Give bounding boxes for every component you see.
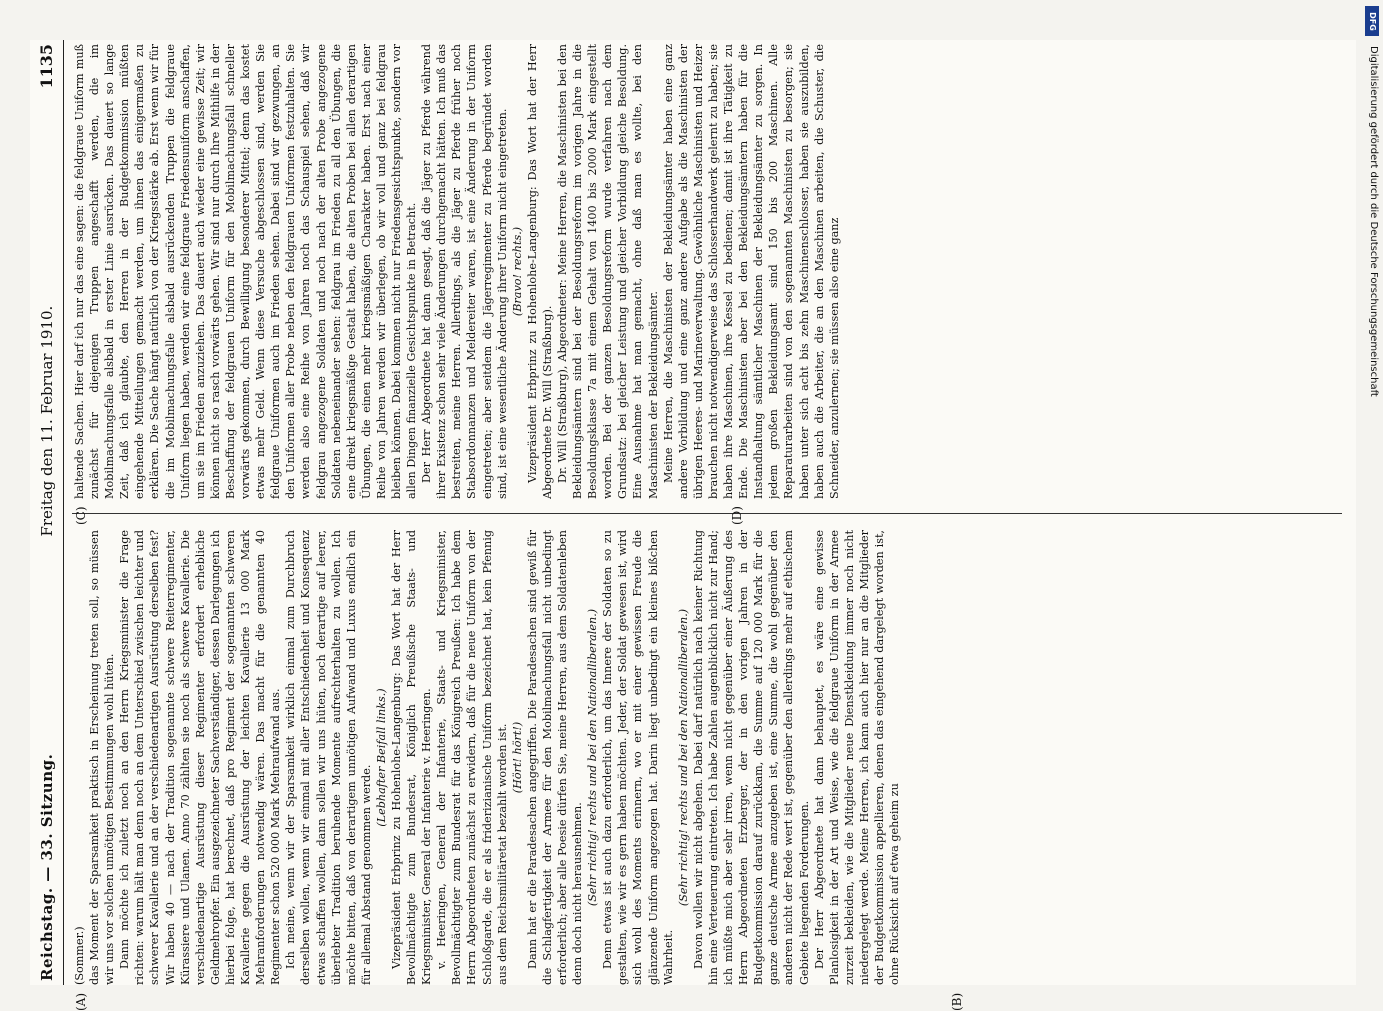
- paragraph: Meine Herren, die Maschinisten der Bekleidungsämter haben eine ganz andere Vorbildung und eine ganz andere Aufgabe als die Maschinisten der übrigen Heeres- und Marineverwaltung. Gewöhnliche Maschinisten und Heizer brauchen nicht notwendigerweise das Schlosserhandwerk gelernt zu haben; sie haben ihre Maschinen, ihre Kessel zu bedienen; damit ist ihre Tätigkeit zu Ende. Die Maschinisten aber bei den Bekleidungsämtern haben für die Instandhaltung sämtlicher Maschinen der Bekleidungsämter zu sorgen. In jedem großen Bekleidungsamt sind 150 bis 200 Maschinen. Alle Reparaturarbeiten sind von den sogenannten Maschinisten zu besorgen; sie haben unter sich acht bis zehn Maschinenschlosser, haben sie auszubilden, haben auch die Arbeiter, die an den Maschinen arbeiten, die Schuster, die Schneider, anzulernen; sie müssen also eine ganz: [661, 44, 841, 499]
- paragraph: das Moment der Sparsamkeit praktisch in Erscheinung treten soll, so müssen wir uns vor solchen unnötigen Bestimmungen wohl hüten.: [88, 530, 117, 985]
- rotated-sheet: [30, 40, 1356, 1011]
- interjection: (Hört! hört!): [510, 721, 524, 794]
- paragraph: Dann möchte ich zuletzt noch an den Herrn Kriegsminister die Frage richten: warum hält man denn noch an dem Unterschied zwischen leichter und schwerer Kavallerie und an der verschiedenartigen Ausrüstung derselben fest? Wir haben 40 — nach der Tradition sogenannte schwere Reiterregimenter, Kürassiere und Ulanen. Anno 70 zählten sie noch als schwere Kavallerie. Die verschiedenartige Ausrüstung dieser Regimenter erfordert erhebliche Geldmehropfer. Ein ausgezeichneter Sachverständiger, dessen Darlegungen ich hierbei folge, hat berechnet, daß pro Regiment der sogenannten schweren Kavallerie gegen die Ausrüstung der leichten Kavallerie 13 000 Mark Mehranforderungen notwendig wären. Das macht für die genannten 40 Regimenter schon 520 000 Mark Mehraufwand aus.: [118, 530, 283, 985]
- page-number: 1135: [37, 44, 56, 89]
- paragraph: haltende Sachen. Hier darf ich nur das eine sagen: die feldgraue Uniform muß zunächst für diejenigen Truppen angeschafft werden, die im Mobilmachungsfalle alsbald in erster Linie ausrücken. Das dauert so lange Zeit, daß ich glaubte, den Herren in der Budgetkommission müßten eingehende Mitteilungen gemacht werden, um ihnen das einigermaßen zu erklären. Die Sache hängt natürlich von der Kriegsstärke ab. Erst wenn wir für die im Mobilmachungsfalle alsbald ausrückenden Truppen die feldgraue Uniform liegen haben, werden wir eine feldgraue Friedensuniform anschaffen, um sie im Frieden anzuziehen. Das dauert auch wieder eine gewisse Zeit; wir können nicht so rasch vorwärts gehen. Wir sind nur durch Ihre Mithilfe in der Beschaffung der feldgrauen Uniform für den Mobilmachungsfall schneller vorwärts gekommen, durch Bewilligung besonderer Mittel; denn das kostet etwas mehr Geld. Wenn diese Versuche abgeschlossen sind, werden Sie feldgraue Uniformen auch im Frieden sehen. Dabei sind wir gezwungen, an den Uniformen aller Probe neben den feldgrauen Uniformen festzuhalten. Sie werden also eine Reihe von Jahren noch das Schauspiel sehen, daß wir feldgrau angezogene Soldaten und noch nach der alten Probe angezogene Soldaten nebeneinander sehen: feldgrau im Frieden zu all den Übungen, die eine direkt kriegsmäßige Gestalt haben, die alten Proben bei allen derartigen Übungen, die einen mehr kriegsmäßigen Charakter haben. Erst nach einer Reihe von Jahren werden wir überlegen, ob wir voll und ganz bei feldgrau bleiben können. Dabei kommen nicht nur Friedensgesichtspunkte, sondern vor allen Dingen finanzielle Gesichtspunkte in Betracht.: [73, 44, 419, 499]
- margin-marker-b: (B): [950, 992, 964, 1011]
- header-left: Reichstag. — 33. Sitzung.: [37, 753, 56, 981]
- margin-marker-d: (D): [730, 506, 744, 525]
- digitization-credit: [1365, 6, 1379, 996]
- paragraph: Der Herr Abgeordnete hat dann behauptet, es wäre eine gewisse Planlosigkeit in der Art und Weise, wie die feldgraue Uniform in der Armee zurzeit bekleiden, wie die Mitglieder neue Dienstkleidung immer noch nicht niedergelegt werde. Meine Herren, ich kann auch hier nur an die Mitglieder der Budgetkommission appellieren, denen das eingehend dargelegt worden ist, ohne Rücksicht auf etwa geheim zu: [812, 530, 902, 985]
- margin-marker-c: (C): [74, 506, 88, 525]
- paragraph: Dr. Will (Straßburg), Abgeordneter: Meine Herren, die Maschinisten bei den Bekleidungsämtern sind bei der Besoldungsreform im vorigen Jahre in die Besoldungsklasse 7a mit einem Gehalt von 1400 bis 2000 Mark eingestellt worden. Bei der ganzen Besoldungsreform wurde verfahren nach dem Grundsatz: bei gleicher Leistung und gleicher Vorbildung gleiche Besoldung. Eine Ausnahme hat man gemacht, ohne daß man es wollte, bei den Maschinisten der Bekleidungsämter.: [556, 44, 660, 499]
- paragraph: Ich meine, wenn wir der Sparsamkeit wirklich einmal zum Durchbruch derselben wollen, wenn wir einmal mit aller Entschiedenheit und Konsequenz etwas schaffen wollen, dann sollen wir uns hüten, noch derartige auf leerer, überlebter Tradition beruhende Momente aufrechterhalten zu wollen. Ich möchte bitten, daß von derartigem unnötigen Aufwand und Luxus endlich ein für allemal Abstand genommen werde.: [284, 530, 373, 985]
- running-header: [30, 40, 64, 985]
- margin-marker-a: (A): [74, 992, 88, 1011]
- dfg-logo: DFG: [1365, 6, 1379, 36]
- column-divider: [72, 513, 1342, 514]
- interjection: (Sehr richtig! rechts und bei den Nationalliberalen.): [586, 608, 600, 907]
- left-column: [72, 530, 1342, 985]
- paragraph: v. Heeringen, General der Infanterie, Staats- und Kriegsminister, Bevollmächtigter zum Bundesrat für das Königreich Preußen: Ich habe dem Herrn Abgeordneten zunächst zu erwidern, daß für die neue Uniform von der Schloßgarde, die er als friderizianische Uniform bezeichnet hat, kein Pfennig aus dem Reichsmilitäretat bezahlt worden ist.: [435, 530, 509, 985]
- paragraph: Denn etwas ist auch dazu erforderlich, um das Innere der Soldaten so zu gestalten, wie wir es gern haben möchten. Jeder, der Soldat gewesen ist, wird sich wohl des Moments erinnern, wo er mit einer gewissen Freude die glänzende Uniform angezogen hat. Darin liegt unbedingt ein kleines bißchen Wahrheit.: [601, 530, 675, 985]
- header-date: Freitag den 11. Februar 1910.: [37, 305, 56, 537]
- scanned-page: [30, 40, 1356, 1011]
- paragraph: Vizepräsident Erbprinz zu Hohenlohe-Langenburg: Das Wort hat der Herr Abgeordnete Dr. Will (Straßburg).: [525, 44, 554, 499]
- interjection: (Lebhafter Beifall links.): [374, 688, 388, 827]
- paragraph: Vizepräsident Erbprinz zu Hohenlohe-Langenburg: Das Wort hat der Herr Bevollmächtigte zum Bundesrat, Königlich Preußische Staats- und Kriegsminister, General der Infanterie v. Heeringen.: [389, 530, 434, 985]
- paragraph: Der Herr Abgeordnete hat dann gesagt, daß die Jäger zu Pferde während ihrer Existenz schon sehr viele Änderungen durchgemacht hätten. Ich muß das bestreiten, meine Herren. Allerdings, als die Jäger zu Pferde früher noch Stabsordonnanzen und Meldereiter waren, ist eine Änderung in der Uniform eingetreten; aber seitdem die Jägerregimenter zu Pferde begründet worden sind, ist eine wesentliche Änderung ihrer Uniform nicht eingetreten.: [420, 44, 509, 499]
- paragraph: Dann hat er die Paradesachen angegriffen. Die Paradesachen sind gewiß für die Schlagfertigkeit der Armee für den Mobilmachungsfall nicht unbedingt erforderlich; aber alle Poesie dürfen Sie, meine Herren, aus dem Soldatenleben denn doch nicht herausnehmen.: [525, 530, 585, 985]
- paragraph: (Sommer.): [73, 926, 86, 985]
- interjection: (Bravo! rechts.): [510, 226, 524, 317]
- paragraph: Davon wollen wir nicht abgehen. Dabei darf natürlich nach keiner Richtung hin eine Verteuerung eintreten. Ich habe Zahlen augenblicklich nicht zur Hand; ich müßte mich aber sehr irren, wenn nicht gegenüber einer Äußerung des Herrn Abgeordneten Erzberger, der in den vorigen Jahren in der Budgetkommission darauf zurückkam, die Summe auf 120 000 Mark für die ganze deutsche Armee anzugeben ist, eine Summe, die wohl gegenüber den anderen nicht der Rede wert ist, gegenüber den allerdings mehr auf ethischem Gebiete liegenden Forderungen.: [691, 530, 811, 985]
- right-column: [72, 44, 1342, 499]
- credit-text: Digitalisierung gefördert durch die Deutsche Forschungsgemeinschaft: [1368, 46, 1379, 397]
- interjection: (Sehr richtig! rechts und bei den Nationalliberalen.): [676, 608, 690, 907]
